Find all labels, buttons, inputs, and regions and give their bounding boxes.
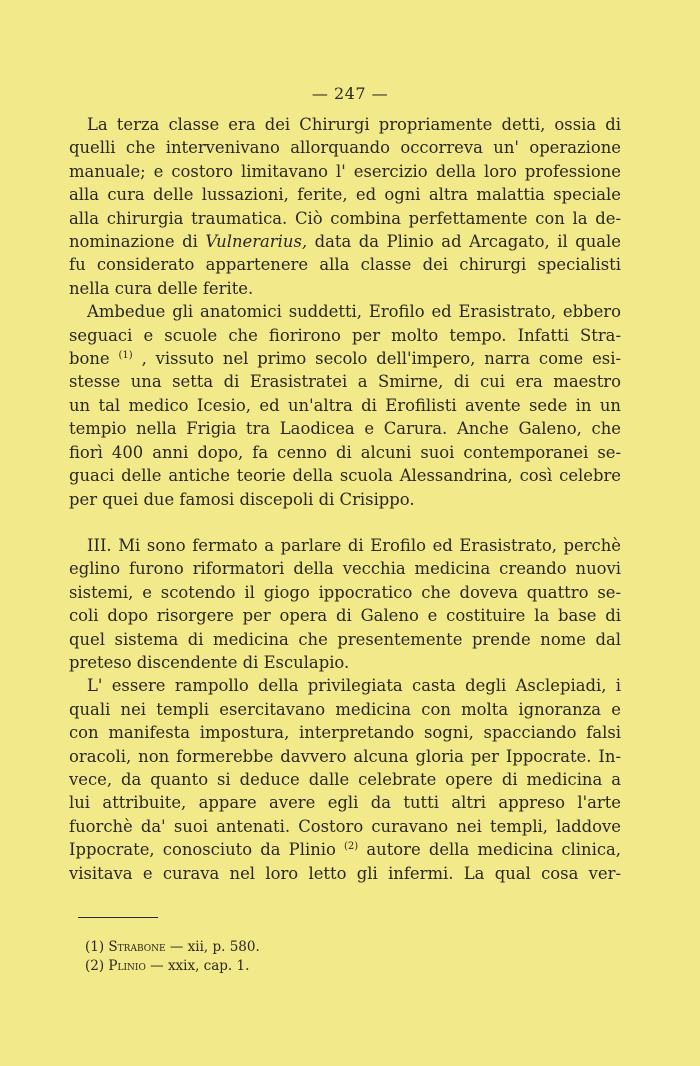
body-text	[69, 113, 621, 885]
text-line: con manifesta impostura, interpretando sogni, spacciando falsi	[69, 723, 621, 743]
text-run: nominazione di	[69, 232, 206, 252]
text-line: quelli che intervenivano allorquando occorreva un' operazione	[69, 138, 621, 158]
text-line: oracoli, non formerebbe davvero alcuna gloria per Ippocrate. In-	[69, 746, 621, 766]
text-run: bone	[69, 349, 119, 369]
text-line: preteso discendente di Esculapio.	[69, 652, 350, 672]
text-line: Ambedue gli anatomici suddetti, Erofilo ed Erasistrato, ebbero	[87, 302, 621, 322]
text-run: autore della medicina clinica,	[358, 840, 621, 860]
text-line: quali nei templi esercitavano medicina con molta ignoranza e	[69, 699, 621, 719]
footnotes	[85, 938, 485, 976]
text-line: manuale; e costoro limitavano l' esercizio della loro professione	[69, 161, 621, 181]
text-line: guaci delle antiche teorie della scuola Alessandrina, così celebre	[69, 466, 621, 486]
text-line	[69, 230, 621, 253]
footnote-ref-text: — xii, p. 580.	[165, 939, 260, 955]
text-line: alla chirurgia traumatica. Ciò combina perfettamente con la de-	[69, 208, 621, 228]
footnote-marker: (2)	[85, 958, 105, 974]
text-line	[69, 347, 621, 370]
text-line: coli dopo risorgere per opera di Galeno e costituire la base di	[69, 606, 621, 626]
section-gap	[69, 511, 621, 534]
footnote-author: Plinio	[108, 958, 146, 974]
text-line: seguaci e scuole che fiorirono per molto tempo. Infatti Stra-	[69, 325, 621, 345]
text-line: visitava e curava nel loro letto gli infermi. La qual cosa ver-	[69, 863, 621, 883]
footnote	[85, 938, 485, 957]
footnote	[85, 957, 485, 976]
text-line: sistemi, e scotendo il giogo ippocratico che doveva quattro se-	[69, 582, 621, 602]
text-line	[69, 838, 621, 861]
text-line: III. Mi sono fermato a parlare di Erofilo ed Erasistrato, perchè	[87, 535, 621, 555]
paragraph	[69, 113, 621, 300]
text-line: lui attribuite, appare avere egli da tutti altri appreso l'arte	[69, 793, 621, 813]
text-line: fuorchè da' suoi antenati. Costoro curavano nei templi, laddove	[69, 816, 621, 836]
text-run: , vissuto nel primo secolo dell'impero, narra come esi-	[132, 349, 621, 369]
footnote-ref: (2)	[344, 841, 359, 853]
text-line: nella cura delle ferite.	[69, 278, 254, 298]
footnote-author: Strabone	[108, 939, 166, 955]
text-line: fu considerato appartenere alla classe dei chirurgi specialisti	[69, 255, 621, 275]
footnote-ref: (1)	[118, 350, 133, 362]
paragraph	[69, 674, 621, 885]
text-line: un tal medico Icesio, ed un'altra di Erofilisti avente sede in un	[69, 395, 621, 415]
page-number: — 247 —	[311, 84, 389, 103]
italic-term: Vulnerarius,	[205, 232, 308, 252]
footnote-ref-text: — xxix, cap. 1.	[145, 958, 250, 974]
text-line: vece, da quanto si deduce dalle celebrate opere di medicina a	[69, 769, 621, 789]
text-run: data da Plinio ad Arcagato, il quale	[307, 232, 621, 252]
text-line: fiorì 400 anni dopo, fa cenno di alcuni suoi contemporanei se-	[69, 442, 621, 462]
text-line: stesse una setta di Erasistratei a Smirne, di cui era maestro	[69, 372, 621, 392]
text-line: La terza classe era dei Chirurgi propriamente detti, ossia di	[87, 115, 621, 134]
text-line: tempio nella Frigia tra Laodicea e Carura. Anche Galeno, che	[69, 419, 621, 439]
text-line: alla cura delle lussazioni, ferite, ed ogni altra malattia speciale	[69, 185, 621, 205]
paragraph	[69, 534, 621, 674]
text-line: L' essere rampollo della privilegiata casta degli Asclepiadi, i	[87, 676, 621, 696]
footnote-divider	[78, 917, 158, 918]
text-run: Ippocrate, conosciuto da Plinio	[69, 840, 345, 860]
text-line: quel sistema di medicina che presentemente prende nome dal	[69, 629, 621, 649]
text-line: per quei due famosi discepoli di Crisippo.	[69, 489, 415, 509]
text-line: eglino furono riformatori della vecchia medicina creando nuovi	[69, 559, 621, 579]
paragraph	[69, 300, 621, 511]
footnote-marker: (1)	[85, 939, 105, 955]
